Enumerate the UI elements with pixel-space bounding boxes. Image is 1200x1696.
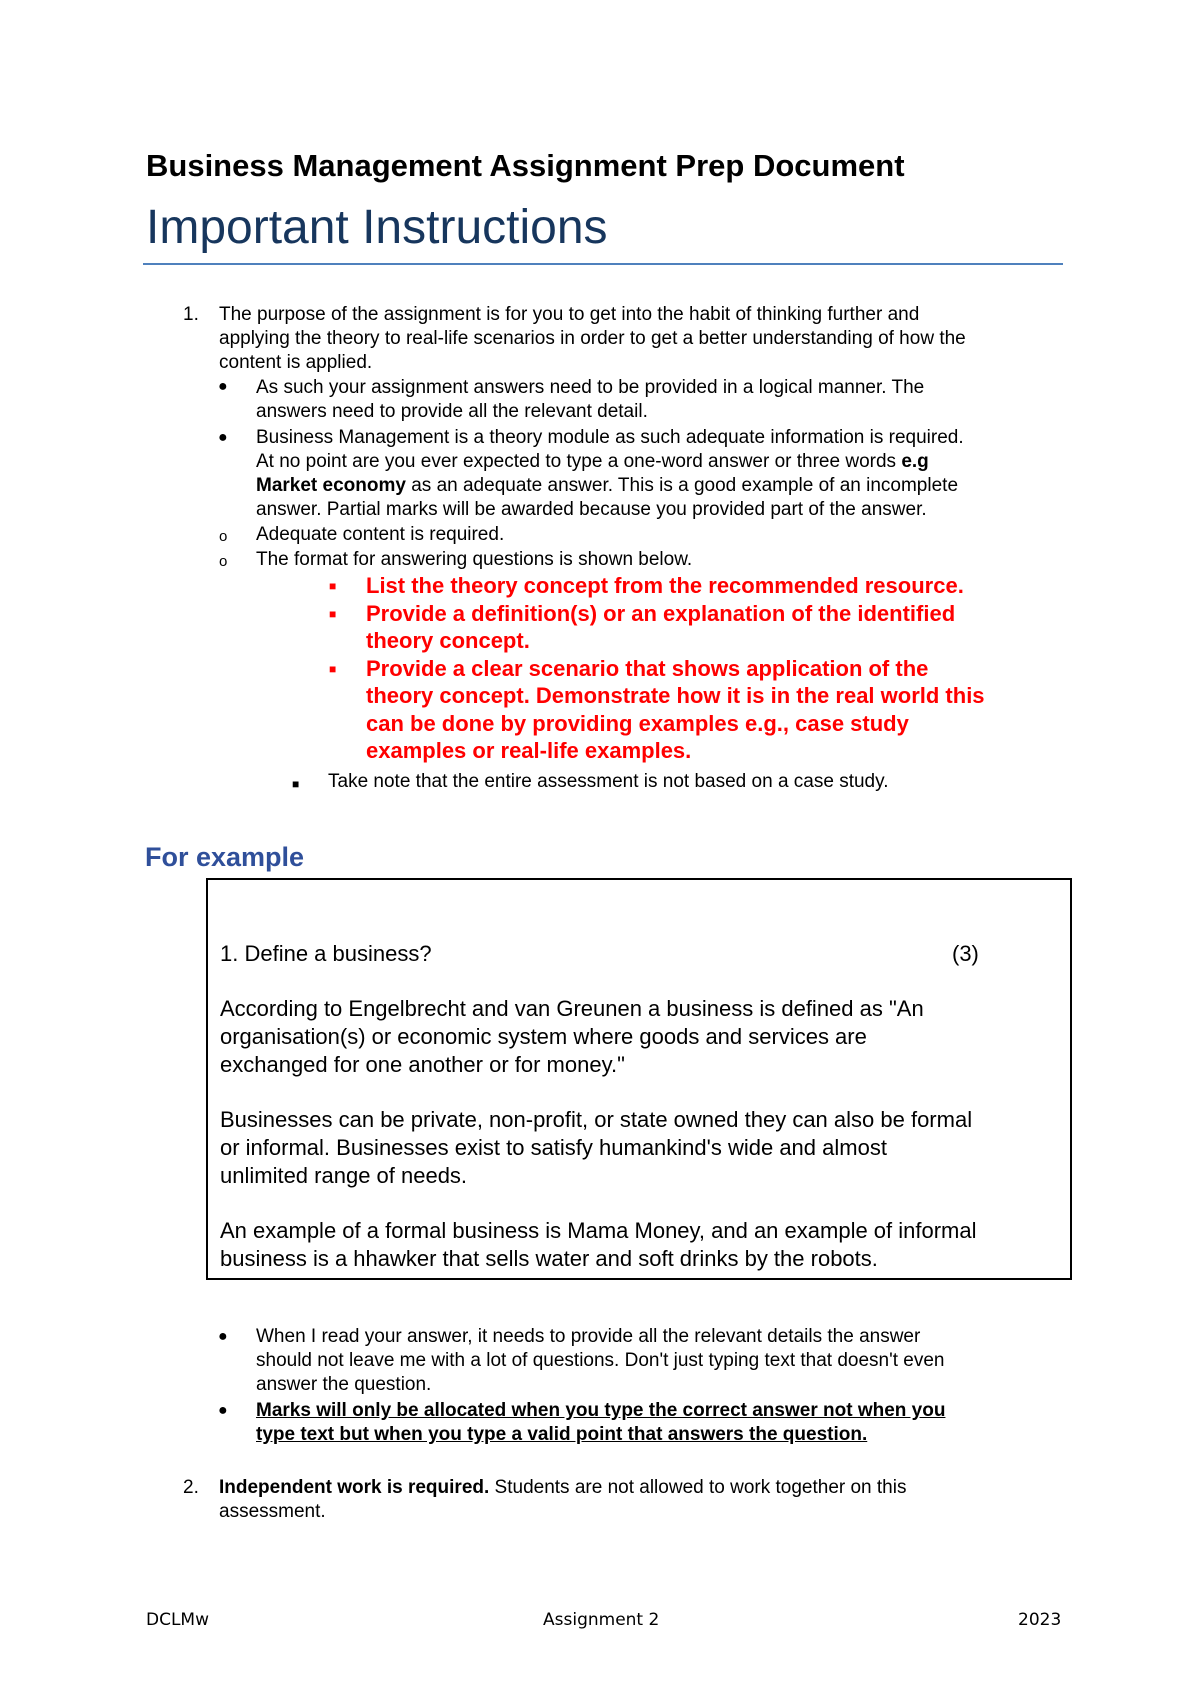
footer-center: Assignment 2 <box>543 1610 660 1630</box>
item-2-line-1: Independent work is required. Students are not allowed to work together on this <box>219 1477 907 1498</box>
example-para-2-line-1: Businesses can be private, non-profit, or state owned they can also be formal <box>220 1107 973 1132</box>
example-question: 1. Define a business? <box>220 941 432 966</box>
red-point-3-line-2: theory concept. Demonstrate how it is in the real world this <box>366 683 985 708</box>
document-title: Business Management Assignment Prep Document <box>146 148 905 183</box>
sub-bullet-2: The format for answering questions is shown below. <box>256 549 693 570</box>
heading-underline <box>143 263 1063 265</box>
red-point-3-line-3: can be done by providing examples e.g., case study <box>366 711 909 736</box>
bullet-icon: ● <box>218 1402 228 1419</box>
bullet-2-line-4: answer. Partial marks will be awarded because you provided part of the answer. <box>256 499 927 520</box>
example-para-1-line-3: exchanged for one another or for money." <box>220 1052 625 1077</box>
red-point-1-line-1: List the theory concept from the recommended resource. <box>366 573 964 598</box>
sub-bullet-1: Adequate content is required. <box>256 524 505 545</box>
square-bullet-icon: ■ <box>329 662 337 676</box>
bullet-2-line-1: Business Management is a theory module as such adequate information is required. <box>256 427 964 448</box>
example-box <box>206 878 1072 1280</box>
bullet-1-line-2: answers need to provide all the relevant detail. <box>256 401 648 422</box>
bullet-icon: ● <box>218 1328 228 1345</box>
footer-right: 2023 <box>1018 1610 1062 1630</box>
example-para-1-line-1: According to Engelbrecht and van Greunen a business is defined as "An <box>220 996 924 1021</box>
item-1-line-2: applying the theory to real-life scenarios in order to get a better understanding of how the <box>219 328 966 349</box>
circle-bullet-icon: o <box>219 553 228 570</box>
red-point-2-line-1: Provide a definition(s) or an explanation of the identified <box>366 601 956 626</box>
bullet-1-line-1: As such your assignment answers need to be provided in a logical manner. The <box>256 377 925 398</box>
page-heading: Important Instructions <box>146 201 608 254</box>
after-bullet-1-line-1: When I read your answer, it needs to provide all the relevant details the answer <box>256 1326 921 1347</box>
example-para-1-line-2: organisation(s) or economic system where goods and services are <box>220 1024 867 1049</box>
after-bullet-2-line-2: type text but when you type a valid point that answers the question. <box>256 1424 868 1445</box>
circle-bullet-icon: o <box>219 528 228 545</box>
example-para-2-line-2: or informal. Businesses exist to satisfy humankind's wide and almost <box>220 1135 887 1160</box>
square-bullet-icon: ■ <box>292 777 300 791</box>
note-line: Take note that the entire assessment is not based on a case study. <box>328 771 889 792</box>
bullet-icon: ● <box>218 429 228 446</box>
square-bullet-icon: ■ <box>329 607 337 621</box>
example-para-2-line-3: unlimited range of needs. <box>220 1163 468 1188</box>
bullet-2-line-3: Market economy as an adequate answer. This is a good example of an incomplete <box>256 475 959 496</box>
red-point-2-line-2: theory concept. <box>366 628 530 653</box>
after-bullet-1-line-2: should not leave me with a lot of questions. Don't just typing text that doesn't even <box>256 1350 945 1371</box>
square-bullet-icon: ■ <box>329 579 337 593</box>
item-2-line-2: assessment. <box>219 1501 326 1522</box>
after-bullet-1-line-3: answer the question. <box>256 1374 432 1395</box>
example-para-3-line-2: business is a hhawker that sells water and soft drinks by the robots. <box>220 1246 878 1271</box>
item-1-line-3: content is applied. <box>219 352 373 373</box>
bullet-2-line-2: At no point are you ever expected to type a one-word answer or three words e.g <box>256 451 929 472</box>
section-heading: For example <box>145 842 305 872</box>
item-1-line-1: The purpose of the assignment is for you to get into the habit of thinking further and <box>219 304 920 325</box>
bullet-icon: ● <box>218 378 228 395</box>
red-point-3-line-1: Provide a clear scenario that shows application of the <box>366 656 929 681</box>
example-marks: (3) <box>952 941 979 966</box>
item-1-number: 1. <box>183 304 199 325</box>
item-2-number: 2. <box>183 1477 199 1498</box>
red-point-3-line-4: examples or real-life examples. <box>366 738 692 763</box>
after-bullet-2-line-1: Marks will only be allocated when you type the correct answer not when you <box>256 1400 946 1421</box>
footer-left: DCLMw <box>146 1610 210 1630</box>
example-para-3-line-1: An example of a formal business is Mama Money, and an example of informal <box>220 1218 977 1243</box>
